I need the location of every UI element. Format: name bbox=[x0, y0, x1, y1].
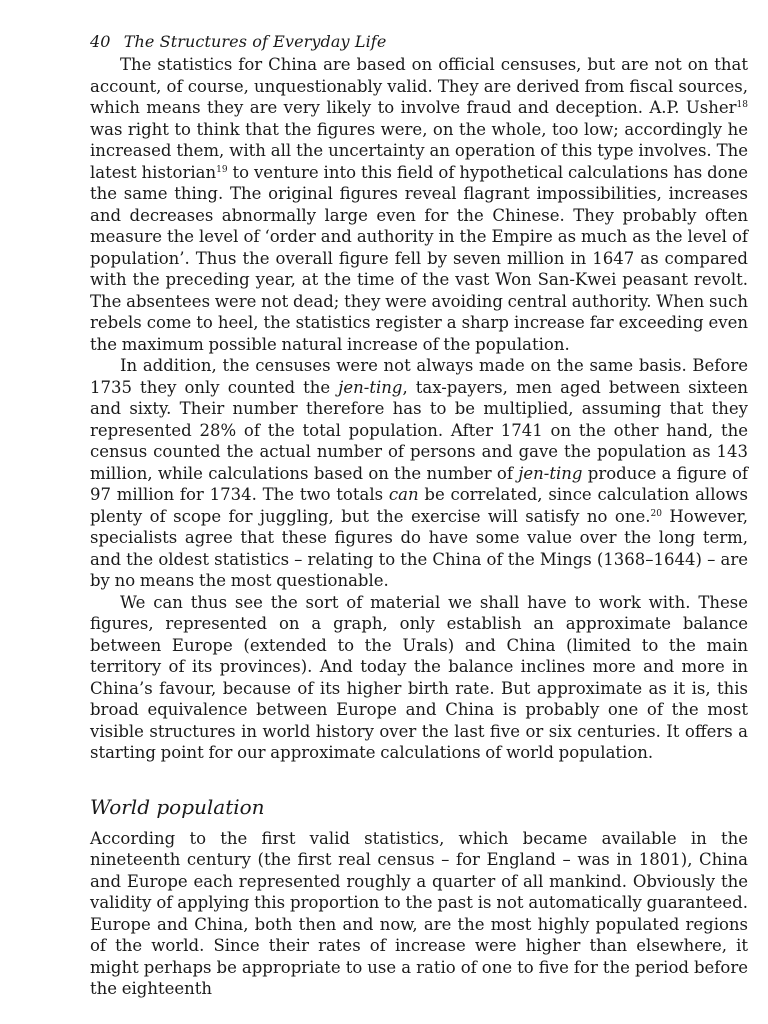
section-heading: World population bbox=[90, 794, 265, 819]
term-jen-ting: jen-ting bbox=[338, 377, 403, 397]
paragraph-text: In addition, the censuses were not always made on the same basis. Before 1735 they only counted the bbox=[90, 356, 748, 397]
running-head bbox=[90, 30, 748, 54]
paragraph-text: However, specialists agree that these figures do have some value over the long term, and the oldest statistics – relating to the China of the Mings (1368–1644) – are by no means the most questionable. bbox=[90, 506, 748, 590]
paragraph-china-statistics bbox=[90, 54, 748, 355]
running-title: The Structures of Everyday Life bbox=[123, 32, 387, 51]
paragraph-text: The statistics for China are based on official censuses, but are not on that account, of course, unquestionably valid. They are derived from fiscal sources, which means they are very likely to involve fraud and deception. A.P. Usher bbox=[90, 55, 748, 117]
paragraph-text: was right to think that the figures were, on the whole, too low; accordingly he increased them, with all the uncertainty an operation of this type involves. The latest historian bbox=[90, 119, 748, 182]
page-number: 40 bbox=[90, 32, 111, 51]
footnote-ref-20: 20 bbox=[650, 508, 662, 519]
paragraph-text: , tax-payers, men aged between sixteen and sixty. Their number therefore has to be multiplied, assuming that they represented 28% of the total population. After 1741 on the other hand, the census counted the actual number of persons and gave the population as 143 million, while calculations based on the number of bbox=[90, 377, 748, 483]
paragraph-text: to venture into this field of hypothetical calculations has done the same thing. The original figures reveal flagrant impossibilities, increases and decreases abnormally large even for the Chinese. They probably often measure the level of ‘order and authority in the Empire as much as the level of population’. Thus the overall figure fell by seven million in 1647 as compared with the preceding year, at the time of the vast Won San-Kwei peasant revolt. The absentees were not dead; they were avoiding central authority. When such rebels come to heel, the statistics register a sharp increase far exceeding even the maximum possible natural increase of the population. bbox=[90, 162, 749, 354]
footnote-ref-19: 19 bbox=[216, 164, 228, 175]
paragraph-world-population: According to the first valid statistics, which became available in the nineteenth century (the first real census – for England – was in 1801), China and Europe each represented roughly a quarter of all mankind. Obviously the validity of applying this proportion to the past is not automatically guaranteed. Europe and China, both then and now, are the most highly populated regions of the world. Since their rates of increase were higher than elsewhere, it might perhaps be appropriate to use a ratio of one to five for the period before the eighteenth bbox=[90, 828, 748, 998]
paragraph-europe-china-balance: We can thus see the sort of material we shall have to work with. These figures, represented on a graph, only establish an approximate balance between Europe (extended to the Urals) and China (limited to the main territory of its provinces). And today the balance inclines more and more in China’s favour, because of its higher birth rate. But approximate as it is, this broad equivalence between Europe and China is probably one of the most visible structures in world history over the last five or six centuries. It offers a starting point for our approximate calculations of world population. bbox=[90, 592, 748, 762]
paragraph-text: be correlated, since calculation allows plenty of scope for juggling, but the exercise will satisfy no one. bbox=[90, 485, 748, 526]
paragraph-text: produce a figure of 97 million for 1734. The two totals bbox=[90, 463, 748, 504]
paragraph-census-basis bbox=[90, 355, 748, 592]
footnote-ref-18: 18 bbox=[736, 100, 748, 110]
emphasis-can: can bbox=[388, 485, 419, 504]
term-jen-ting: jen-ting bbox=[518, 463, 583, 483]
